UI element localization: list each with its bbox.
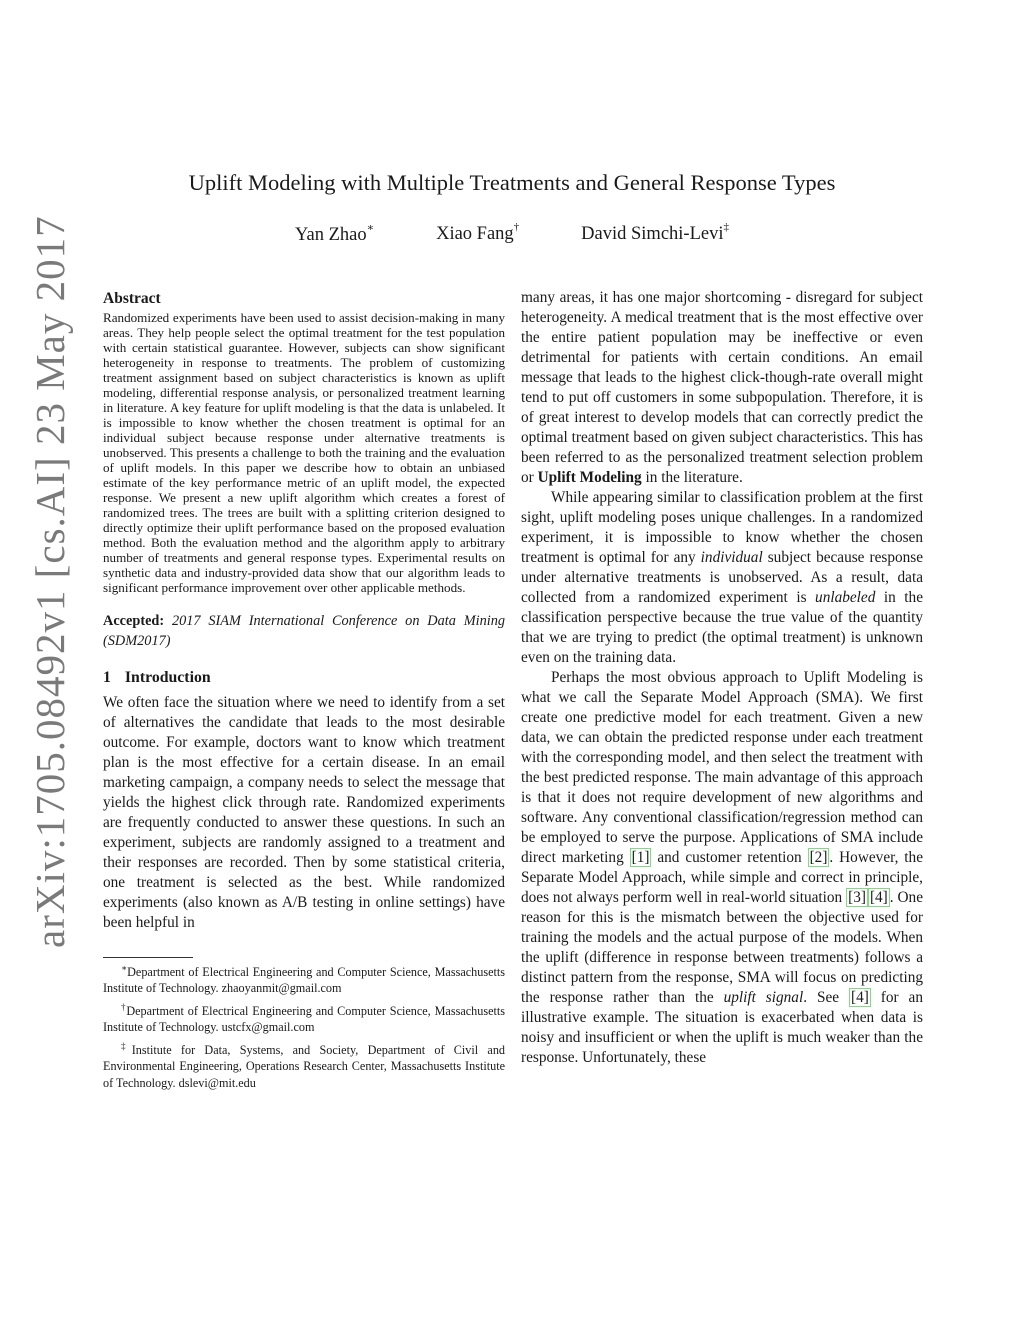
citation-link[interactable]: [2] (809, 849, 828, 866)
section-number: 1 (103, 669, 111, 686)
accepted-label: Accepted: (103, 613, 165, 629)
footnote-rule (103, 957, 193, 958)
body-paragraph: While appearing similar to classification problem at the first sight, uplift modeling poses unique challenges. In a randomized experiment, it is impossible to know whether the chosen treatment is optimal for any individual subject because response under alternative treatments is unobserved. As a result, data collected from a randomized experiment is unlabeled in the classification perspective because the true value of the quantity that we are trying to predict (the optimal treatment) is unknown even on the training data. (521, 489, 924, 666)
footnote: ∗Department of Electrical Engineering and Computer Science, Massachusetts Institute of Technology. zhaoyanmit@gmail.com (103, 963, 505, 996)
body-paragraph: Perhaps the most obvious approach to Uplift Modeling is what we call the Separate Model Approach (SMA). We first create one predictive model for each treatment. Given a new data, we can obtain the predicted response under each treatment with the corresponding model, and then select the treatment with the best predicted response. The main advantage of this approach is that it does not require development of new algorithms and software. Any conventional classification/regression method can be employed to serve the purpose. Applications of SMA include direct marketing [1] and customer retention [2] . However, the Separate Model Approach, while simple and correct in principle, does not always perform well in real-world situation [3] [4] . One reason for this is the mismatch between the objective used for training the models and the actual purpose of the models. When the uplift (difference in response between treatments) follows a distinct pattern from the response, SMA will focus on predicting the response rather than the uplift signal. See [4] for an illustrative example. The situation is exacerbated when data is noisy and insufficient or when the uplift is much weaker than the response. Unfortunately, these (521, 669, 923, 1066)
author: Yan Zhao∗ (294, 222, 375, 246)
intro-paragraph: We often face the situation where we need to identify from a set of alternatives the candidate that leads to the most desirable outcome. For example, doctors want to know which treatment plan is the most effective for a certain disease. In an email marketing campaign, a company needs to select the message that yields the highest click through rate. Randomized experiments are frequently conducted to answer these questions. In such an experiment, subjects are randomly assigned to a treatment and their responses are recorded. Then by some statistical criteria, one treatment is selected as the best. While randomized experiments (also known as A/B testing in online settings) have been helpful in (103, 694, 505, 931)
author: David Simchi-Levi‡ (581, 221, 729, 245)
citation-link[interactable]: [1] (631, 849, 650, 866)
author: Xiao Fang† (436, 221, 520, 245)
arxiv-identifier: arXiv:1705.08492v1 [cs.AI] 23 May 2017 (27, 215, 73, 948)
abstract-text: Randomized experiments have been used to assist decision-making in many areas. They help people select the optimal treatment for the test population with certain statistical guarantee. However, subjects can show significant heterogeneity in response to treatments. The problem of customizing treatment assignment based on subject characteristics is known as uplift modeling, differential response analysis, or personalized treatment learning in literature. A key feature for uplift modeling is that the data is unlabeled. It is impossible to know whether the chosen treatment is optimal for an individual subject because response under alternative treatments is unobserved. This presents a challenge to both the training and the evaluation of uplift models. In this paper we describe how to obtain an unbiased estimate of the key performance metric of an uplift model, the expected response. We present a new uplift algorithm which creates a forest of randomized trees. The trees are built with a splitting criterion designed to directly optimize their uplift performance based on the proposed evaluation method. Both the evaluation method and the algorithm apply to arbitrary number of treatments and general response types. Experimental results on synthetic data and industry-provided data show that our algorithm leads to significant performance improvement over other applicable methods. (103, 310, 505, 595)
section-title: Introduction (124, 669, 211, 686)
section-heading (103, 669, 505, 687)
body-paragraph: many areas, it has one major shortcoming - disregard for subject heterogeneity. A medical treatment that is the most effective over the entire patient population may be ineffective or even detrimental for patients with certain conditions. An email message that leads to the highest click-though-rate overall might tend to put off customers in some subpopulation. Therefore, it is of great interest to develop models that can correctly predict the optimal treatment based on given subject characteristics. This has been referred to as the personalized treatment selection problem or Uplift Modeling in the literature. (521, 289, 923, 486)
abstract-heading: Abstract (103, 290, 161, 307)
citation-link[interactable]: [3] (848, 889, 866, 906)
accepted-venue: 2017 SIAM International Conference on Data Mining (SDM2017) (103, 613, 506, 649)
author-list (0, 223, 1024, 246)
citation-link[interactable]: [4] (851, 989, 869, 1006)
footnote: ‡Institute for Data, Systems, and Society, Department of Civil and Environmental Engineering, Operations Research Center, Massachusetts Institute of Technology. dslevi@mit.edu (103, 1040, 506, 1090)
left-column (103, 290, 505, 1091)
paper-title: Uplift Modeling with Multiple Treatments and General Response Types (188, 170, 836, 195)
accepted-note (103, 611, 505, 651)
footnote: †Department of Electrical Engineering and Computer Science, Massachusetts Institute of Technology. ustcfx@gmail.com (103, 1001, 506, 1035)
right-column (521, 288, 923, 1068)
citation-link[interactable]: [4] (869, 889, 888, 906)
